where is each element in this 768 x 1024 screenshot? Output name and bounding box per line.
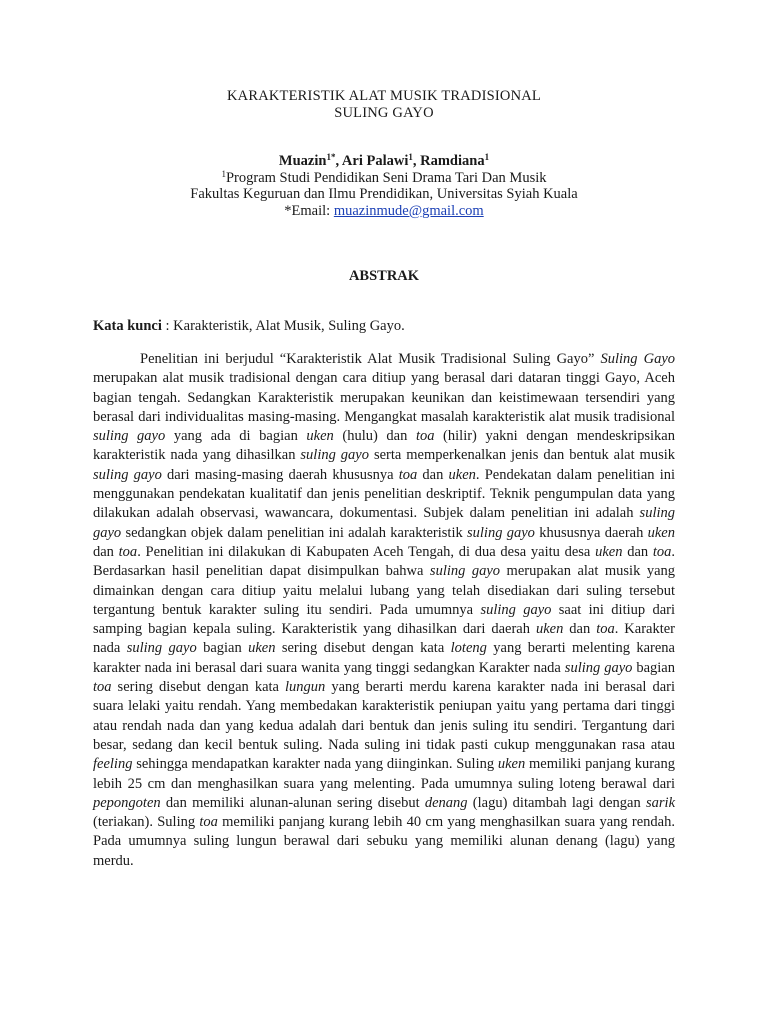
abstract-italic-term: suling gayo — [300, 447, 369, 464]
keywords-separator: : — [161, 318, 174, 334]
abstract-text: . Berdasarkan hasil penelitian dapat disimpulkan bahwa — [93, 543, 676, 580]
abstract-italic-term: suling gayo — [480, 601, 552, 618]
abstract-text: sedangkan objek dalam penelitian ini adalah karakteristik — [121, 524, 468, 541]
author-name: Ramdiana — [420, 153, 485, 169]
abstract-text: sering disebut dengan kata — [111, 679, 286, 696]
abstract-text: . Karakter nada — [93, 621, 676, 657]
affiliation-text: Program Studi Pendidikan Seni Drama Tari Dan Musik — [225, 169, 547, 186]
abstract-text: saat ini ditiup dari samping bagian kepala suling. Karakteristik yang dihasilkan dari daerah — [93, 601, 676, 638]
abstract-text: khususnya daerah — [534, 524, 648, 541]
email-link[interactable]: muazinmude@gmail.com — [333, 202, 484, 219]
abstract-text: dan — [563, 621, 597, 638]
abstract-italic-term: toa — [118, 543, 138, 560]
abstract-italic-term: suling gayo — [564, 659, 633, 676]
abstract-italic-term: toa — [93, 679, 112, 696]
abstract-text: (hilir) yakni dengan mendeskripsikan karakteristik nada yang dihasilkan — [93, 428, 675, 464]
email-label: *Email: — [284, 202, 334, 219]
abstract-italic-term: sarik — [646, 794, 675, 811]
abstract-italic-term: uken — [535, 621, 564, 638]
keywords-text: Karakteristik, Alat Musik, Suling Gayo. — [173, 318, 405, 334]
abstract-italic-term: toa — [199, 814, 218, 831]
abstract-text: merupakan alat musik yang dimainkan dengan cara ditiup yaitu melalui lubang yang telah disediakan dari suling tersebut tergantung bentuk karakter suling itu sendiri. Pada umumnya — [93, 563, 676, 618]
abstract-italic-term: suling gayo — [429, 563, 501, 580]
abstract-italic-term: uken — [306, 428, 334, 445]
abstract-text: memiliki panjang kurang lebih 25 cm dan menghasilkan suara yang melenting. Pada umumnya suling loteng berawal dari — [93, 756, 675, 792]
abstract-body — [93, 350, 675, 871]
abstract-text: serta memperkenalkan jenis dan bentuk alat musik — [369, 447, 675, 464]
keywords-label: Kata kunci — [93, 318, 162, 334]
abstract-italic-term: pepongoten — [93, 794, 161, 811]
author-names — [0, 153, 768, 170]
abstract-text: (teriakan). Suling — [93, 814, 200, 831]
abstract-italic-term: uken — [647, 524, 675, 541]
keywords-line — [93, 318, 405, 335]
abstract-italic-term: toa — [652, 543, 672, 560]
abstract-italic-term: denang — [424, 794, 468, 811]
abstract-italic-term: uken — [497, 756, 526, 773]
abstract-text: Penelitian ini berjudul “Karakteristik Alat Musik Tradisional Suling Gayo” — [140, 351, 601, 367]
abstract-italic-term: suling gayo — [126, 640, 197, 657]
author-separator: , — [412, 153, 421, 169]
author-superscript: 1 — [484, 152, 490, 162]
title-line-2: SULING GAYO — [334, 105, 434, 121]
author-superscript: 1* — [326, 152, 336, 162]
abstract-text: dan — [622, 543, 653, 560]
abstract-text: yang berarti melenting karena karakter nada ini berasal dari suara wanita yang tinggi sedangkan Karakter nada — [93, 640, 675, 676]
abstract-italic-term: uken — [595, 543, 623, 560]
paper-title — [0, 88, 768, 122]
abstract-text: . Penelitian ini dilakukan di Kabupaten Aceh Tengah, di dua desa yaitu desa — [137, 543, 596, 560]
abstract-text: dari masing-masing daerah khususnya — [161, 466, 399, 483]
abstract-italic-term: suling gayo — [93, 466, 162, 483]
abstract-text: bagian — [196, 640, 249, 657]
abstract-italic-term: toa — [398, 466, 418, 483]
abstract-text: memiliki panjang kurang lebih 40 cm yang menghasilkan suara yang rendah. Pada umumnya suling lungun berawal dari sebuku yang memiliki alunan denang (lagu) yang merdu. — [93, 814, 675, 869]
abstract-text: sehingga mendapatkan karakter nada yang diinginkan. Suling — [132, 756, 498, 773]
title-line-1: KARAKTERISTIK ALAT MUSIK TRADISIONAL — [227, 88, 541, 104]
abstract-text: (lagu) ditambah lagi dengan — [467, 794, 646, 811]
abstract-italic-term: toa — [415, 428, 435, 445]
abstract-text: merupakan alat musik tradisional dengan cara ditiup yang berasal dari dataran tinggi Gayo, Aceh bagian tengah. Sedangkan Karakteristik merupakan keunikan dan keistimewaan tersendiri yang berasal dari individualitas masing-masing. Mengangkat masalah karakteristik alat musik tradisional — [93, 370, 675, 425]
abstract-italic-term: Suling Gayo — [600, 351, 676, 367]
abstract-text: . Pendekatan dalam penelitian ini menggunakan pendekatan kualitatif dan jenis penelitian deskriptif. Teknik pengumpulan data yang dilakukan adalah observasi, wawancara, dokumentasi. Subjek dalam penelitian ini adalah — [93, 466, 675, 522]
abstract-text: (hulu) dan — [333, 428, 416, 445]
abstract-italic-term: suling gayo — [93, 428, 166, 445]
abstract-italic-term: feeling — [93, 756, 133, 773]
abstract-italic-term: suling gayo — [93, 505, 675, 541]
author-name: Ari Palawi — [341, 153, 409, 169]
abstract-text: sering disebut dengan kata — [275, 640, 451, 657]
author-separator: , — [335, 153, 342, 169]
author-block — [0, 153, 768, 219]
email-line — [0, 203, 768, 220]
abstract-italic-term: toa — [596, 621, 615, 638]
author-name: Muazin — [278, 153, 327, 169]
abstract-text: bagian — [632, 659, 675, 676]
abstract-text: yang ada di bagian — [165, 428, 307, 445]
abstract-italic-term: lungun — [285, 679, 326, 696]
abstract-text: dan memiliki alunan-alunan sering disebut — [160, 794, 425, 811]
abstract-italic-term: loteng — [450, 640, 487, 657]
abstract-text: dan — [417, 466, 449, 483]
affiliation-line-2: Fakultas Keguruan dan Ilmu Prendidikan, Universitas Syiah Kuala — [190, 186, 578, 202]
affiliation-superscript: 1 — [221, 168, 226, 179]
abstract-italic-term: uken — [448, 466, 476, 483]
abstract-heading: ABSTRAK — [348, 268, 420, 284]
abstract-text: yang berarti merdu karena karakter nada ini berasal dari suara lelaki yaitu rendah. Yang membedakan karakteristik peniupan yaitu yang pertama dari tinggi atau rendah nada dan yang kedua adalah dari bentuk dan jenis suling itu sendiri. Tergantung dari besar, sedang dan kecil bentuk suling. Nada suling ini tidak pasti cukup menggunakan rasa atau — [93, 679, 676, 753]
abstract-italic-term: suling gayo — [467, 524, 535, 541]
affiliation-line-1 — [0, 170, 768, 187]
abstract-text: dan — [93, 543, 119, 560]
author-superscript: 1 — [408, 152, 413, 162]
abstract-italic-term: uken — [248, 640, 276, 657]
